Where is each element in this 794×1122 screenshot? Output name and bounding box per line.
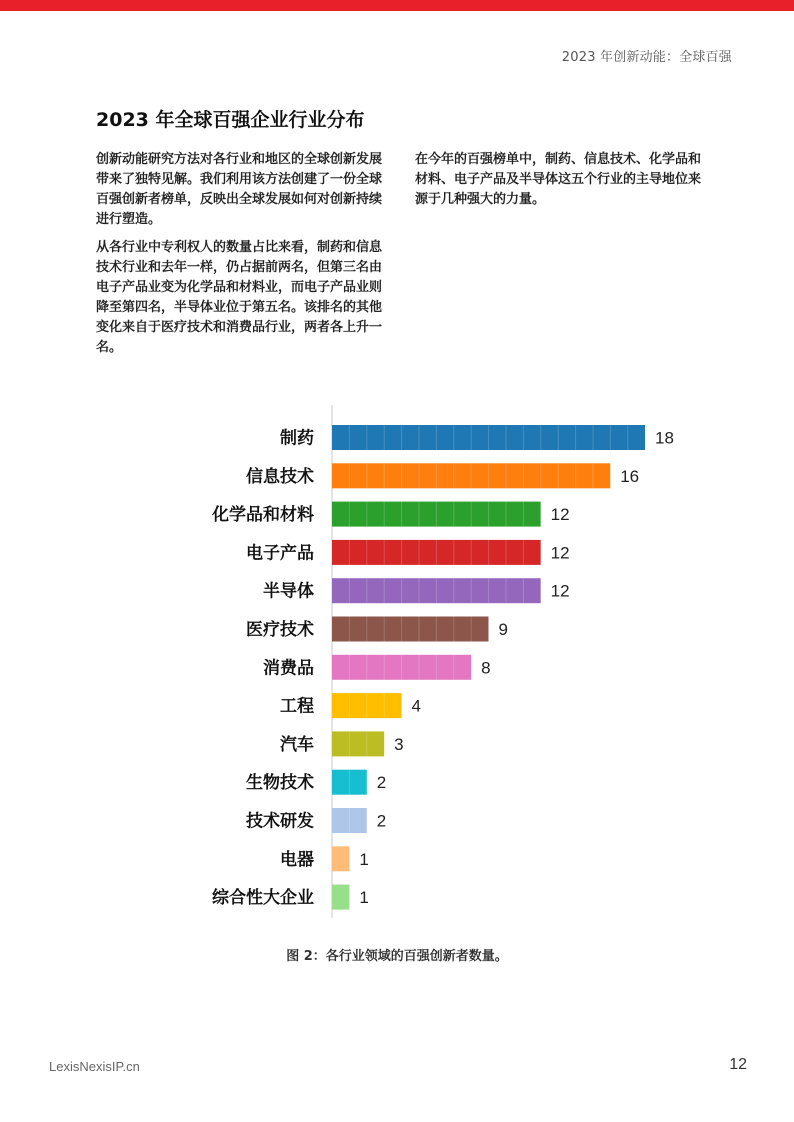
value-label: 1	[359, 888, 369, 908]
top-accent-bar	[0, 0, 794, 11]
industry-bar-chart	[0, 395, 794, 925]
category-label: 电器	[280, 849, 314, 870]
category-label: 汽车	[280, 734, 314, 755]
bar-12	[332, 885, 349, 910]
category-label: 化学品和材料	[212, 505, 314, 526]
body-column-right	[415, 150, 705, 218]
value-label: 3	[394, 734, 404, 754]
category-label: 综合性大企业	[212, 888, 314, 909]
value-label: 8	[481, 658, 491, 678]
value-label: 12	[550, 543, 570, 563]
value-label: 4	[411, 696, 422, 716]
category-label: 电子产品	[246, 543, 314, 564]
value-label: 2	[376, 811, 387, 831]
value-label: 1	[359, 849, 369, 869]
paragraph-dominance: 在今年的百强榜单中，制药、信息技术、化学品和材料、电子产品及半导体这五个行业的主导地位来源于几种强大的力量。	[415, 152, 702, 207]
footer-site: LexisNexisIP.cn	[49, 1059, 140, 1074]
body-column-left	[96, 150, 386, 366]
category-label: 半导体	[263, 581, 314, 602]
category-label: 技术研发	[246, 811, 314, 832]
value-label: 18	[655, 428, 674, 448]
category-label: 医疗技术	[246, 620, 314, 640]
category-label: 信息技术	[246, 466, 314, 487]
running-header: 2023 年创新动能：全球百强	[561, 50, 732, 65]
page-number: 12	[729, 1056, 747, 1073]
category-label: 工程	[280, 696, 314, 717]
figure-caption: 图 2：各行业领域的百强创新者数量。	[286, 949, 508, 964]
value-label: 2	[376, 773, 387, 793]
bar-5	[332, 617, 489, 642]
paragraph-intro: 创新动能研究方法对各行业和地区的全球创新发展带来了独特见解。我们利用该方法创建了一份全球百强创新者榜单，反映出全球发展如何对创新持续进行塑造。	[96, 152, 383, 227]
bar-8	[332, 731, 384, 756]
section-title: 2023 年全球百强企业行业分布	[96, 109, 365, 131]
category-label: 生物技术	[246, 773, 314, 794]
value-label: 16	[620, 466, 640, 486]
value-label: 12	[550, 505, 570, 525]
bar-11	[332, 846, 349, 871]
value-label: 12	[550, 581, 570, 601]
category-label: 制药	[280, 428, 314, 449]
category-label: 消费品	[263, 658, 314, 679]
paragraph-ranking: 从各行业中专利权人的数量占比来看，制药和信息技术行业和去年一样，仍占据前两名，但第三名由电子产品业变为化学品和材料业，而电子产品业则降至第四名，半导体业位于第五名。该排名的其他变化来自于医疗技术和消费品行业，两者各上升一名。	[96, 240, 383, 355]
value-label: 9	[498, 620, 508, 639]
